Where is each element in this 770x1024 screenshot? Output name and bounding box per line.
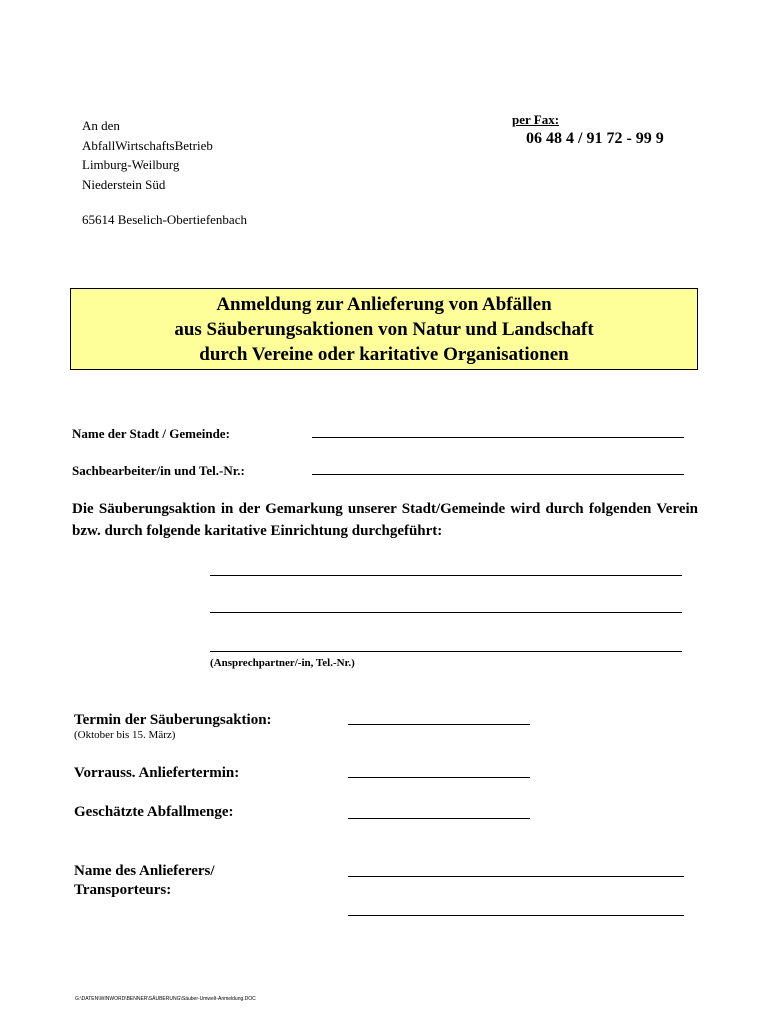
delivery-label: Vorrauss. Anliefertermin:: [74, 765, 240, 781]
recipient-line: Niederstein Süd: [82, 176, 166, 192]
form-title-line: aus Säuberungsaktionen von Natur und Landschaft: [174, 318, 594, 340]
deliverer-label-line1: Name des Anlieferers/: [74, 863, 215, 879]
fax-label: per Fax:: [512, 112, 560, 127]
deliverer-input-line[interactable]: [348, 876, 684, 877]
city-label: Name der Stadt / Gemeinde:: [72, 426, 230, 441]
amount-label: Geschätzte Abfallmenge:: [74, 804, 234, 820]
date-label: Termin der Säuberungsaktion:: [74, 712, 272, 728]
fax-number: 06 48 4 / 91 72 - 99 9: [526, 130, 664, 147]
clerk-input-line[interactable]: [312, 474, 684, 475]
form-title-line: durch Vereine oder karitative Organisationen: [199, 343, 569, 365]
delivery-input-line[interactable]: [348, 777, 530, 778]
contact-input-line[interactable]: [210, 651, 682, 652]
recipient-line: AbfallWirtschaftsBetrieb: [82, 137, 213, 153]
recipient-line: Limburg-Weilburg: [82, 157, 180, 172]
deliverer-label-line2: Transporteurs:: [74, 882, 172, 898]
deliverer-input-line[interactable]: [348, 915, 684, 916]
date-input-line[interactable]: [348, 724, 530, 725]
date-note: (Oktober bis 15. März): [74, 729, 176, 741]
city-input-line[interactable]: [312, 437, 684, 438]
organisation-intro-text: Die Säuberungsaktion in der Gemarkung unserer Stadt/Gemeinde wird durch folgenden Verein bzw. durch folgende karitative Einrichtung durchgeführt:: [72, 501, 698, 539]
recipient-postal: 65614 Beselich-Obertiefenbach: [82, 212, 247, 227]
recipient-address: [82, 116, 247, 230]
recipient-line: An den: [82, 118, 120, 133]
organisation-input-line[interactable]: [210, 612, 682, 613]
document-path: G:\DATEN\WINWORD\BENNER\SÄUBERUNG\Säuber-Umwelt-Anmeldung.DOC: [75, 996, 256, 1002]
form-title-box: [70, 288, 698, 370]
contact-note: (Ansprechpartner/-in, Tel.-Nr.): [210, 657, 355, 669]
address-spacer: [82, 194, 247, 210]
clerk-label: Sachbearbeiter/in und Tel.-Nr.:: [72, 463, 245, 478]
organisation-input-line[interactable]: [210, 575, 682, 576]
form-title-line: Anmeldung zur Anlieferung von Abfällen: [216, 293, 552, 315]
amount-input-line[interactable]: [348, 818, 530, 819]
